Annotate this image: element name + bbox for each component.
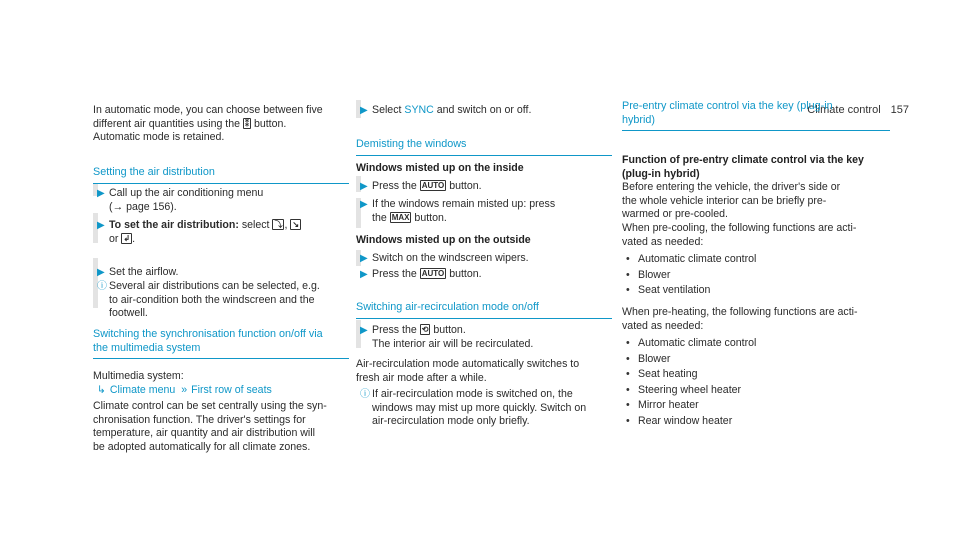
- info-text: to air-condition both the windscreen and the: [109, 293, 315, 306]
- intro-paragraph: [93, 104, 349, 145]
- auto-icon: AUTO: [421, 181, 445, 190]
- step-arrow-icon: ▶: [360, 181, 368, 192]
- intro-text: different air quantities using the: [93, 117, 241, 130]
- step-press-auto: [356, 180, 612, 194]
- list-item: • Rear window heater: [622, 415, 890, 429]
- step-text: Press the: [372, 180, 417, 192]
- step-arrow-icon: ▶: [360, 269, 368, 280]
- step-arrow-icon: ▶: [97, 267, 105, 278]
- step-press-recirc: [356, 324, 612, 351]
- step-arrow-icon: ▶: [360, 105, 368, 116]
- page-reference-link[interactable]: (→ page 156).: [109, 200, 177, 213]
- recirculation-icon: ⟲: [421, 325, 429, 334]
- auto-icon: AUTO: [421, 269, 445, 278]
- step-text: Call up the air conditioning menu: [109, 187, 264, 199]
- step-call-up-menu: [93, 187, 349, 214]
- function-text: the whole vehicle interior can be briefly pre-: [622, 194, 827, 207]
- step-arrow-icon: ▶: [97, 220, 105, 231]
- step-text: [372, 212, 612, 226]
- step-text: button.: [449, 180, 482, 192]
- section-title: Climate control: [807, 104, 881, 116]
- multimedia-system-label: Multimedia system:: [93, 370, 184, 382]
- windscreen-airflow-icon: ⤵: [274, 220, 283, 229]
- info-text: If air-recirculation mode is switched on, the: [372, 388, 573, 400]
- heading-line: (plug-in hybrid): [622, 167, 700, 180]
- step-arrow-icon: ▶: [97, 188, 105, 199]
- step-text: and switch on or off.: [433, 104, 532, 116]
- menu-path-first-row[interactable]: First row of seats: [191, 384, 272, 396]
- sync-text: chronisation function. The driver's settings for: [93, 413, 306, 426]
- air-quantity-icon: ⁑: [245, 118, 249, 128]
- footwell-airflow-icon: ↲: [123, 233, 131, 243]
- sync-text: temperature, air quantity and air distribution will: [93, 427, 315, 440]
- sync-text: Climate control can be set centrally using the syn-: [93, 400, 327, 412]
- heading-line: the multimedia system: [93, 341, 201, 354]
- step-set-airflow: [93, 266, 349, 280]
- heading-setting-air-distribution: Setting the air distribution: [93, 166, 349, 184]
- heading-function-pre-entry: [622, 154, 890, 181]
- info-icon: ⓘ: [97, 281, 107, 292]
- pre-cooling-list: [622, 253, 890, 300]
- function-text: Before entering the vehicle, the driver's side or: [622, 181, 841, 193]
- heading-line: Function of pre-entry climate control via the key: [622, 154, 864, 166]
- heading-misted-outside: Windows misted up on the outside: [356, 234, 531, 246]
- step-text: or ↲ .: [109, 232, 136, 245]
- heading-misted-inside: Windows misted up on the inside: [356, 162, 524, 174]
- step-press-max: [356, 198, 612, 225]
- menu-path: [93, 384, 349, 398]
- step-select-sync: [356, 104, 612, 118]
- list-item: • Seat ventilation: [622, 284, 890, 298]
- intro-line: Automatic mode is retained.: [93, 131, 225, 144]
- menu-path-climate[interactable]: Climate menu: [109, 384, 176, 396]
- step-text: button.: [449, 268, 482, 280]
- step-arrow-icon: ▶: [360, 253, 368, 264]
- step-set-distribution: [93, 219, 349, 246]
- step-text: Press the: [372, 268, 417, 280]
- step-text: If the windows remain misted up: press: [372, 198, 556, 210]
- step-wipers: [356, 252, 612, 266]
- recirc-paragraph: [356, 358, 612, 385]
- info-text: windows may mist up more quickly. Switch on: [372, 401, 587, 414]
- info-icon: ⓘ: [360, 389, 370, 400]
- heating-text: vated as needed:: [622, 319, 704, 332]
- list-item: • Blower: [622, 269, 890, 283]
- double-chevron-icon: »: [181, 384, 188, 396]
- page-number: 157: [890, 104, 909, 116]
- pre-heating-list: [622, 337, 890, 431]
- info-text: air-recirculation mode only briefly.: [372, 415, 530, 428]
- intro-line: [93, 118, 349, 132]
- step-text: select: [238, 219, 270, 231]
- step-arrow-icon: ▶: [360, 325, 368, 336]
- step-text: Select: [372, 104, 405, 116]
- max-defrost-icon: MAX: [391, 212, 410, 222]
- function-text: warmed or pre-cooled.: [622, 208, 728, 221]
- heading-demisting: Demisting the windows: [356, 138, 612, 156]
- step-press-auto-2: [356, 268, 612, 282]
- heading-synchronisation: [93, 328, 349, 359]
- pre-heating-paragraph: [622, 306, 890, 333]
- intro-text: button.: [253, 117, 287, 130]
- heading-line: Pre-entry climate control via the key (plug-in: [622, 100, 833, 112]
- step-text: button.: [414, 211, 447, 224]
- recirc-text: Air-recirculation mode automatically switches to: [356, 358, 580, 370]
- cooling-text: vated as needed:: [622, 235, 704, 248]
- list-item: • Automatic climate control: [622, 253, 890, 267]
- step-text: Switch on the windscreen wipers.: [372, 252, 529, 264]
- intro-line: In automatic mode, you can choose between five: [93, 104, 323, 116]
- heading-line: hybrid): [622, 113, 656, 126]
- heading-air-recirculation: Switching air-recirculation mode on/off: [356, 301, 612, 319]
- function-paragraph: [622, 181, 890, 222]
- step-result-text: The interior air will be recirculated.: [372, 337, 534, 350]
- cooling-text: When pre-cooling, the following functions are acti-: [622, 222, 857, 234]
- step-text: button.: [433, 324, 466, 336]
- step-bold-label: To set the air distribution:: [109, 219, 239, 231]
- heading-pre-entry: [622, 100, 890, 131]
- heading-line: Switching the synchronisation function on/off via: [93, 328, 323, 340]
- list-item: • Seat heating: [622, 368, 890, 382]
- info-text: footwell.: [109, 307, 148, 320]
- list-item: • Blower: [622, 353, 890, 367]
- info-text: Several air distributions can be selected, e.g.: [109, 280, 320, 292]
- sync-paragraph: [93, 400, 349, 454]
- info-note: [93, 280, 349, 321]
- pre-cooling-paragraph: [622, 222, 890, 249]
- sync-text: be adopted automatically for all climate zones.: [93, 440, 311, 453]
- list-item: • Mirror heater: [622, 399, 890, 413]
- step-arrow-icon: ▶: [360, 199, 368, 210]
- list-item: • Steering wheel heater: [622, 384, 890, 398]
- recirc-text: fresh air mode after a while.: [356, 371, 487, 384]
- step-text: the: [372, 211, 387, 224]
- step-text: Set the airflow.: [109, 266, 179, 278]
- heating-text: When pre-heating, the following functions are acti-: [622, 306, 858, 318]
- info-note-recirc: [356, 388, 612, 429]
- list-item: • Automatic climate control: [622, 337, 890, 351]
- menu-path-arrow-icon: ↳: [97, 384, 106, 396]
- centre-airflow-icon: ↘: [292, 220, 300, 229]
- sync-option[interactable]: SYNC: [404, 104, 434, 116]
- step-text: Press the: [372, 324, 417, 336]
- step-text: or: [109, 232, 119, 245]
- step-text: To set the air distribution: select ⤵ , ↘: [109, 219, 300, 231]
